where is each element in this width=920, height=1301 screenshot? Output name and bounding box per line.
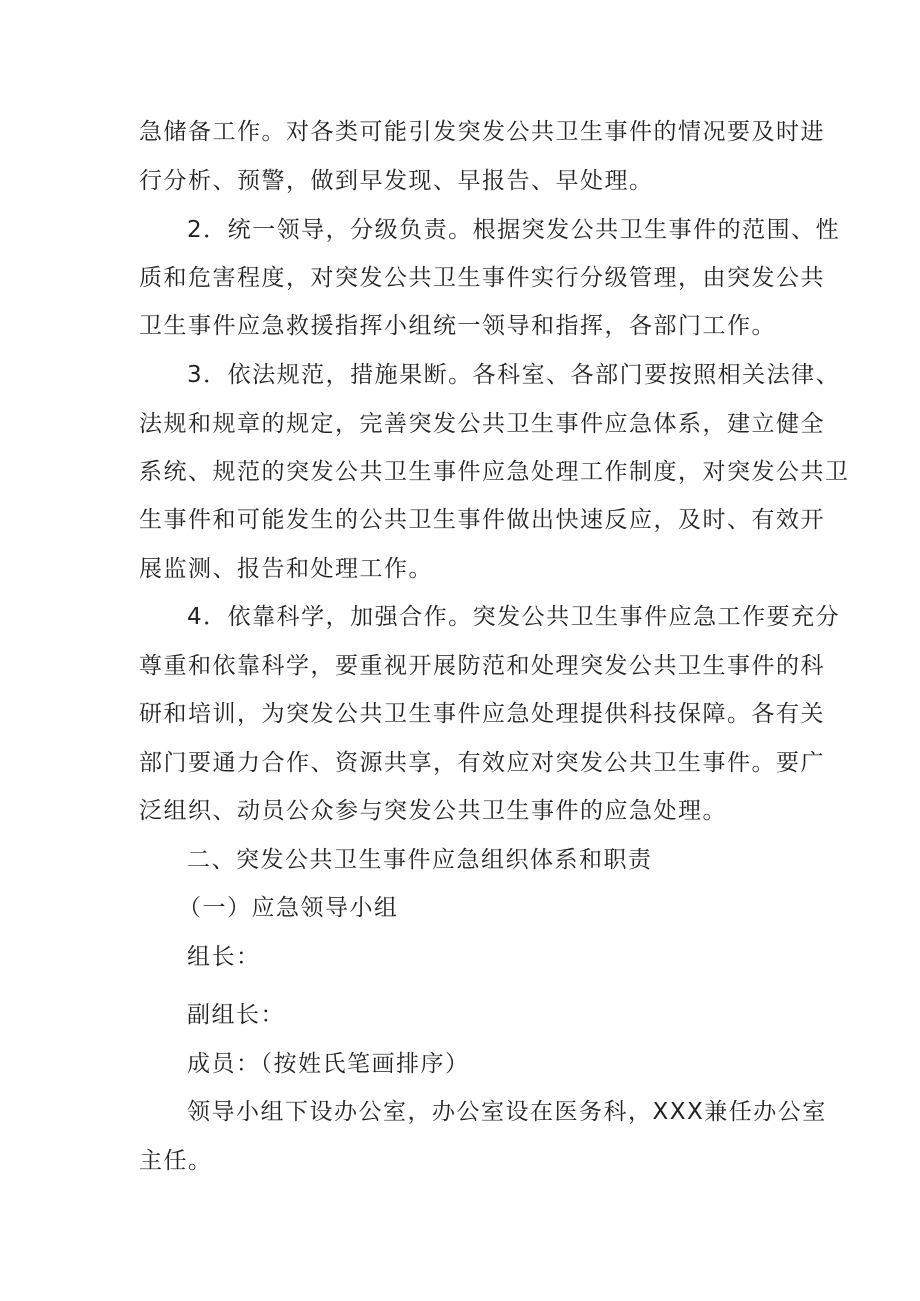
paragraph-line: 2．统一领导，分级负责。根据突发公共卫生事件的范围、性 <box>187 217 841 243</box>
paragraph-line: 急储备工作。对各类可能引发突发公共卫生事件的情况要及时进 <box>139 119 825 145</box>
paragraph-line: 卫生事件应急救援指挥小组统一领导和指挥，各部门工作。 <box>139 313 776 339</box>
leader-label: 组长： <box>187 944 261 970</box>
paragraph-line: 泛组织、动员公众参与突发公共卫生事件的应急处理。 <box>139 798 727 824</box>
paragraph-line: 主任。 <box>139 1148 213 1174</box>
paragraph-line: 研和培训，为突发公共卫生事件应急处理提供科技保障。各有关 <box>139 701 825 727</box>
paragraph-line: 法规和规章的规定，完善突发公共卫生事件应急体系，建立健全 <box>139 411 825 437</box>
paragraph-line: 展监测、报告和处理工作。 <box>139 556 433 582</box>
members-label: 成员：（按姓氏笔画排序） <box>187 1051 470 1077</box>
paragraph-line: 尊重和依靠科学，要重视开展防范和处理突发公共卫生事件的科 <box>139 653 825 679</box>
paragraph-line: 系统、规范的突发公共卫生事件应急处理工作制度，对突发公共卫 <box>139 459 850 485</box>
section-heading: 二、突发公共卫生事件应急组织体系和职责 <box>187 847 653 873</box>
paragraph-line: 领导小组下设办公室，办公室设在医务科，XXX兼任办公室 <box>187 1099 827 1125</box>
paragraph-line: 部门要通力合作、资源共享，有效应对突发公共卫生事件。要广 <box>139 750 825 776</box>
subsection-heading: （一）应急领导小组 <box>178 895 399 921</box>
paragraph-line: 4．依靠科学，加强合作。突发公共卫生事件应急工作要充分 <box>187 604 841 630</box>
paragraph-line: 生事件和可能发生的公共卫生事件做出快速反应，及时、有效开 <box>139 507 825 533</box>
paragraph-line: 3．依法规范，措施果断。各科室、各部门要按照相关法律、 <box>187 362 841 388</box>
deputy-leader-label: 副组长： <box>187 1002 285 1028</box>
paragraph-line: 行分析、预警，做到早发现、早报告、早处理。 <box>139 168 654 194</box>
paragraph-line: 质和危害程度，对突发公共卫生事件实行分级管理，由突发公共 <box>139 265 825 291</box>
